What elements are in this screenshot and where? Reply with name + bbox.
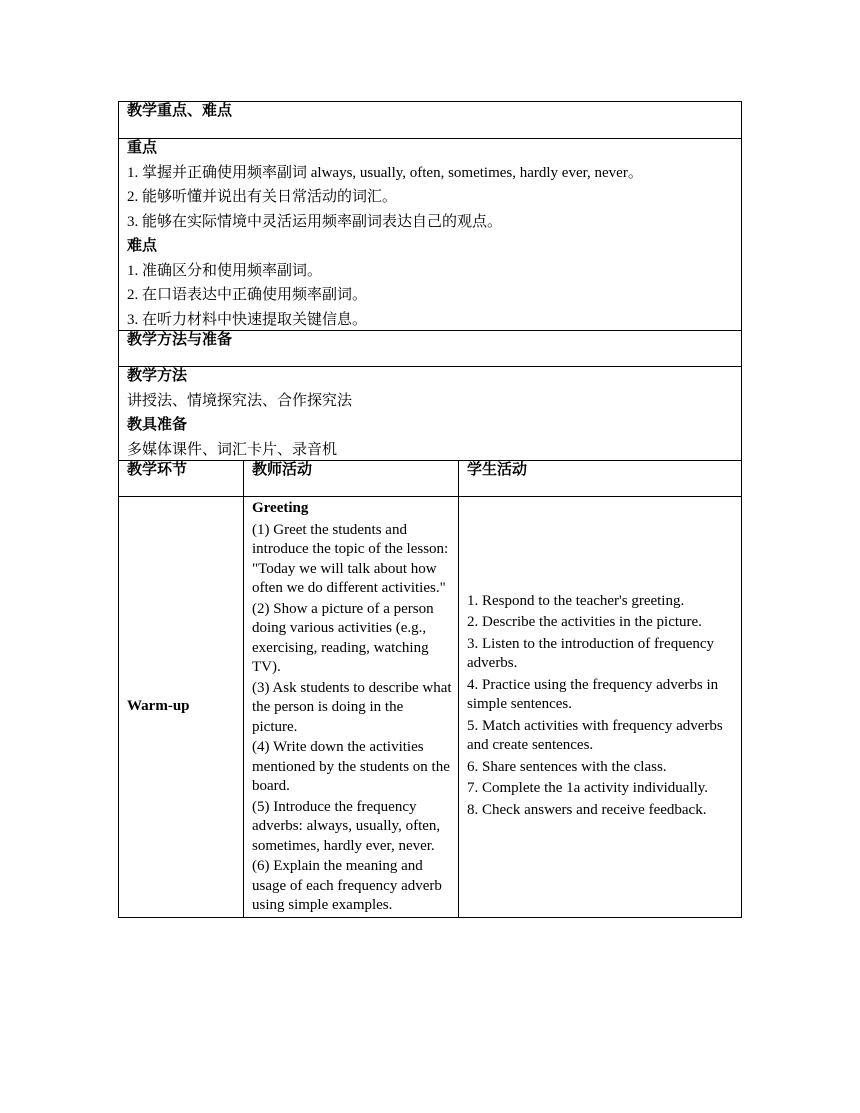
methods-header: 教学方法与准备 [119,331,742,367]
student-activity-item: 2. Describe the activities in the picture. [467,614,702,630]
teacher-activity-item: (4) Write down the activities mentioned by the students on the board. [252,739,450,794]
student-activity-item: 4. Practice using the frequency adverbs in simple sentences. [467,676,719,712]
student-activity-item: 5. Match activities with frequency adverbs and create sentences. [467,717,723,753]
teacher-activity-item: (3) Ask students to describe what the person is doing in the picture. [252,679,452,735]
teacher-activity-item: (5) Introduce the frequency adverbs: always, usually, often, sometimes, hardly ever, never. [252,798,441,854]
student-activity-item: 8. Check answers and receive feedback. [467,801,707,818]
teaching-tools-heading: 教具准备 [127,417,188,433]
difficult-point-3: 3. 在听力材料中快速提取关键信息。 [127,311,368,328]
teacher-activity-item: (2) Show a picture of a person doing various activities (e.g., exercising, reading, watching TV). [252,600,434,675]
student-activity-item: 6. Share sentences with the class. [467,758,667,775]
focus-header: 教学重点、难点 [119,102,742,139]
difficult-point-2: 2. 在口语表达中正确使用频率副词。 [127,287,368,303]
column-header-student: 学生活动 [459,461,742,497]
focus-body [119,139,742,331]
student-activity-cell [459,497,742,918]
key-points-heading: 重点 [127,140,158,156]
student-activity-item: 3. Listen to the introduction of frequency adverbs. [467,635,715,671]
teaching-method-text: 讲授法、情境探究法、合作探究法 [127,392,353,409]
student-activity-item: 1. Respond to the teacher's greeting. [467,592,685,609]
teacher-activity-item: (1) Greet the students and introduce the topic of the lesson: "Today we will talk about how often we do different activities." [252,521,449,596]
teacher-activity-item: (6) Explain the meaning and usage of each frequency adverb using simple examples. [252,858,442,913]
key-point-1: 1. 掌握并正确使用频率副词 always, usually, often, sometimes, hardly ever, never。 [127,164,643,181]
student-activity-item: 7. Complete the 1a activity individually. [467,780,709,796]
key-point-2: 2. 能够听懂并说出有关日常活动的词汇。 [127,189,398,205]
lesson-plan-page [118,101,741,918]
column-header-stage: 教学环节 [119,461,244,497]
methods-body [119,367,742,461]
focus-header-row [119,102,742,139]
focus-body-row [119,139,742,331]
methods-header-row [119,331,742,367]
teaching-method-heading: 教学方法 [127,368,188,384]
difficult-point-1: 1. 准确区分和使用频率副词。 [127,262,323,279]
process-header-row [119,461,742,497]
methods-body-row [119,367,742,461]
table-row [119,497,742,918]
teaching-tools-text: 多媒体课件、词汇卡片、录音机 [127,441,338,458]
teacher-activity-cell [244,497,459,918]
difficult-points-heading: 难点 [127,238,158,254]
key-point-3: 3. 能够在实际情境中灵活运用频率副词表达自己的观点。 [127,213,503,230]
teacher-activity-title: Greeting [252,500,309,516]
stage-cell: Warm-up [119,497,244,918]
column-header-teacher: 教师活动 [244,461,459,497]
lesson-plan-table [118,101,742,918]
